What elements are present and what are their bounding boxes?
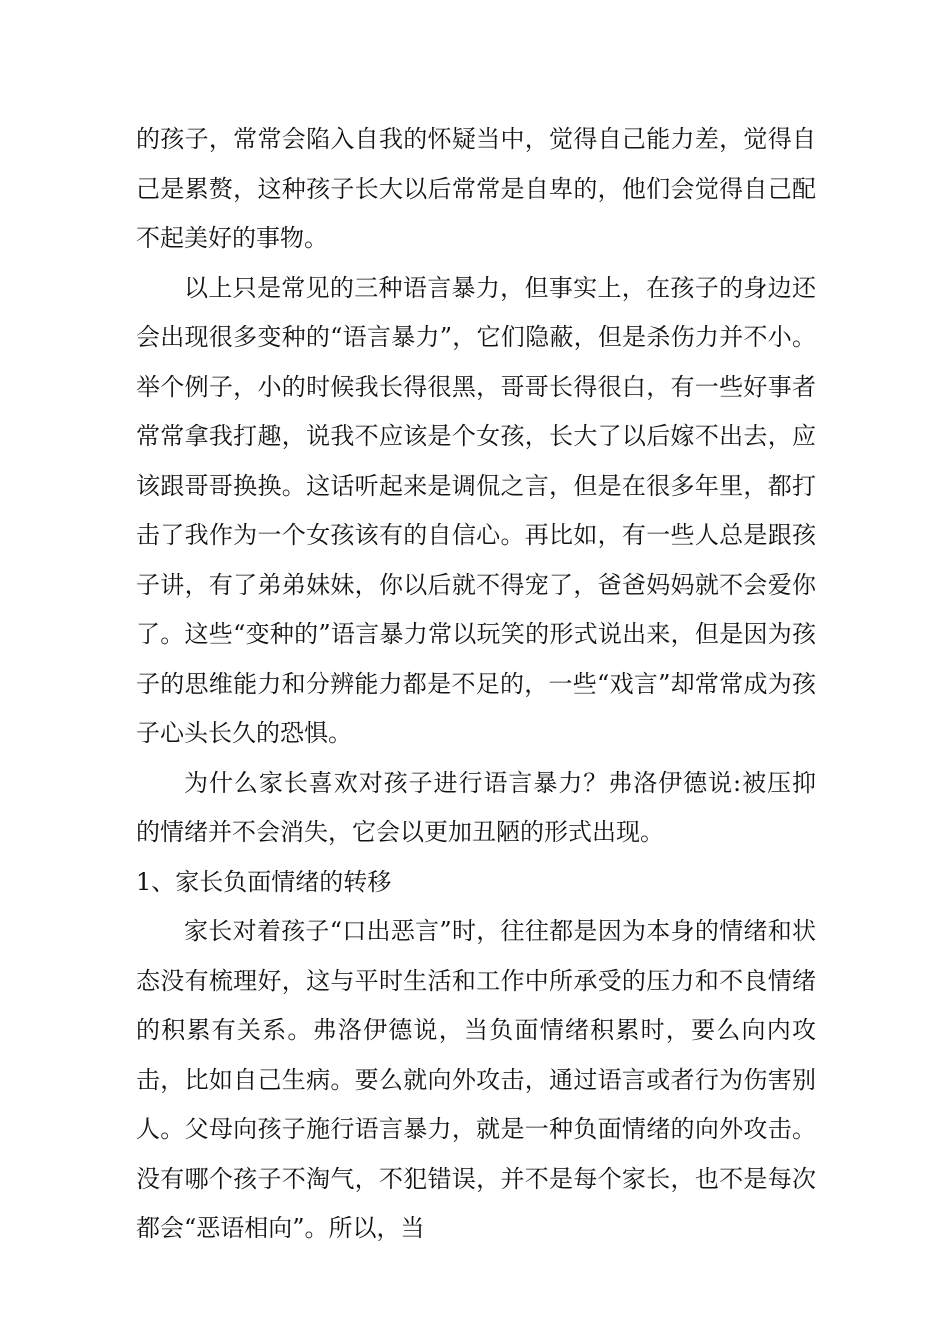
paragraph-language-violence-variants: 以上只是常见的三种语言暴力，但事实上，在孩子的身边还会出现很多变种的“语言暴力”，它们隐蔽，但是杀伤力并不小。举个例子，小的时候我长得很黑，哥哥长得很白，有一些好事者常常拿我打趣，说我不应该是个女孩，长大了以后嫁不出去，应该跟哥哥换换。这话听起来是调侃之言，但是在很多年里，都打击了我作为一个女孩该有的自信心。再比如，有一些人总是跟孩子讲，有了弟弟妹妹，你以后就不得宠了，爸爸妈妈就不会爱你了。这些“变种的”语言暴力常以玩笑的形式说出来，但是因为孩子的思维能力和分辨能力都是不足的，一些“戏言”却常常成为孩子心头长久的恐惧。 — [136, 273, 816, 747]
paragraph-continuation: 的孩子，常常会陷入自我的怀疑当中，觉得自己能力差，觉得自己是累赘，这种孩子长大以后常常是自卑的，他们会觉得自己配不起美好的事物。 — [136, 125, 816, 252]
body-text — [136, 115, 816, 1254]
paragraph-negative-emotion: 家长对着孩子“口出恶言”时，往往都是因为本身的情绪和状态没有梳理好，这与平时生活和工作中所承受的压力和不良情绪的积累有关系。弗洛伊德说，当负面情绪积累时，要么向内攻击，比如自己生病。要么就向外攻击，通过语言或者行为伤害别人。父母向孩子施行语言暴力，就是一种负面情绪的向外攻击。没有哪个孩子不淘气，不犯错误，并不是每个家长，也不是每次都会“恶语相向”。所以，当 — [136, 917, 816, 1242]
paragraph-why-parents: 为什么家长喜欢对孩子进行语言暴力？弗洛伊德说:被压抑的情绪并不会消失，它会以更加丑陋的形式出现。 — [136, 768, 816, 846]
section-heading: 1、家长负面情绪的转移 — [136, 867, 392, 896]
